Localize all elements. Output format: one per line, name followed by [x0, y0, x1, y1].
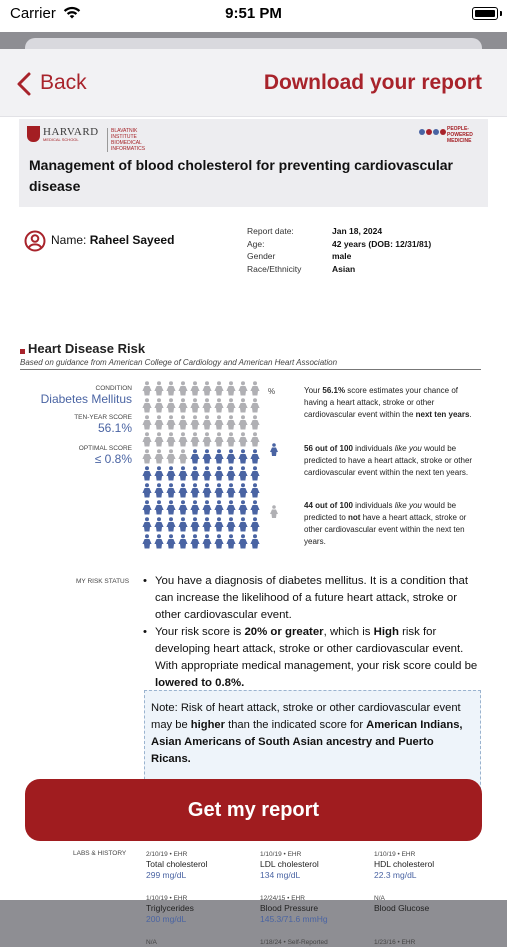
person-affected-icon: [238, 449, 247, 463]
list-item: • You have a diagnosis of diabetes mellitus. It is a condition that can increase the likelihood of a future heart attack, stroke or other cardiovascular event.: [143, 573, 485, 624]
person-unaffected-icon: [250, 432, 259, 446]
ppm-logo: PEOPLE- POWERED MEDICINE: [419, 125, 481, 143]
person-unaffected-icon: [142, 398, 151, 412]
person-affected-icon: [238, 500, 247, 514]
person-affected-icon: [238, 466, 247, 480]
lab-item: 1/10/19 • EHR Triglycerides 200 mg/dL: [146, 895, 194, 924]
score-explanation: Your 56.1% score estimates your chance of having a heart attack, stroke or other cardiovascular event within the next ten years.: [304, 386, 472, 419]
person-unaffected-icon: [190, 415, 199, 429]
person-affected-icon: [250, 534, 259, 548]
optimal-value: ≤ 0.8%: [94, 452, 132, 466]
person-affected-icon: [226, 449, 235, 463]
section-bullet: [20, 349, 25, 354]
person-affected-icon: [269, 443, 279, 456]
meta-value: Jan 18, 2024: [332, 226, 383, 236]
report-header: [19, 119, 488, 207]
person-affected-icon: [142, 483, 151, 497]
person-affected-icon: [214, 483, 223, 497]
person-unaffected-icon: [178, 398, 187, 412]
person-unaffected-icon: [202, 398, 211, 412]
condition-block: [22, 385, 132, 406]
section-subtitle: Based on guidance from American College of Cardiology and American Heart Association: [20, 358, 338, 367]
person-unaffected-icon: [154, 432, 163, 446]
person-affected-icon: [154, 466, 163, 480]
condition-label: CONDITION: [95, 385, 132, 392]
person-affected-icon: [190, 517, 199, 531]
lab-item: N/A Blood Glucose: [374, 895, 430, 913]
person-unaffected-icon: [202, 415, 211, 429]
person-affected-icon: [178, 500, 187, 514]
person-affected-icon: [238, 517, 247, 531]
person-affected-icon: [250, 517, 259, 531]
person-affected-icon: [154, 500, 163, 514]
person-affected-icon: [190, 534, 199, 548]
person-affected-icon: [250, 500, 259, 514]
person-unaffected-icon: [269, 505, 279, 518]
risk-status-list: [143, 573, 485, 692]
person-affected-icon: [166, 534, 175, 548]
user-icon: [24, 230, 46, 252]
person-affected-icon: [190, 483, 199, 497]
meta-value: male: [332, 251, 352, 261]
list-item: • Your risk score is 20% or greater, which is High risk for developing heart attack, stroke or other cardiovascular event. With appropriate medical management, your risk score could be lowered to 0.8%.: [143, 624, 485, 692]
carrier-label: Carrier: [10, 5, 56, 22]
person-unaffected-icon: [214, 432, 223, 446]
person-unaffected-icon: [190, 398, 199, 412]
lab-item: 12/24/15 • EHR Blood Pressure 145.3/71.6 mmHg: [260, 895, 328, 924]
harvard-name: HARVARD: [43, 126, 99, 138]
lab-item: 1/23/16 • EHR: [374, 939, 416, 946]
report-content: [0, 117, 507, 946]
labs-history-label: LABS & HISTORY: [73, 850, 127, 857]
condition-value: Diabetes Mellitus: [40, 392, 132, 406]
affected-explanation: 56 out of 100 individuals like you would be predicted to have a heart attack, stroke or other cardiovascular event within the next ten years.: [304, 444, 473, 477]
dbmi-label: BLAVATNIK INSTITUTE BIOMEDICAL INFORMATICS: [107, 128, 157, 152]
person-unaffected-icon: [142, 381, 151, 395]
person-unaffected-icon: [166, 381, 175, 395]
person-affected-icon: [142, 534, 151, 548]
risk-status-label: MY RISK STATUS: [76, 578, 130, 585]
person-unaffected-icon: [178, 449, 187, 463]
unaffected-explanation: 44 out of 100 individuals like you would be predicted to not have a heart attack, stroke or other cardiovascular event within the next ten years.: [304, 501, 467, 546]
person-affected-icon: [190, 449, 199, 463]
person-affected-icon: [214, 466, 223, 480]
person-affected-icon: [250, 466, 259, 480]
report-meta-values: [332, 225, 431, 275]
person-unaffected-icon: [166, 398, 175, 412]
person-affected-icon: [190, 500, 199, 514]
person-unaffected-icon: [238, 381, 247, 395]
report-title: Management of blood cholesterol for preventing cardiovascular disease: [29, 157, 453, 194]
person-affected-icon: [166, 500, 175, 514]
lab-item: N/A: [146, 939, 157, 946]
person-unaffected-icon: [190, 432, 199, 446]
lab-item: 2/10/19 • EHR Total cholesterol 299 mg/dL: [146, 851, 208, 880]
person-unaffected-icon: [250, 415, 259, 429]
risk-pictogram: [141, 380, 261, 550]
meta-label: Gender: [247, 251, 276, 261]
person-affected-icon: [178, 534, 187, 548]
person-unaffected-icon: [202, 381, 211, 395]
meta-label: Age:: [247, 238, 265, 249]
person-unaffected-icon: [142, 415, 151, 429]
meta-value: 42 years (DOB: 12/31/81): [332, 238, 432, 249]
report-sheet: [0, 49, 507, 946]
harvard-sub: MEDICAL SCHOOL: [43, 137, 79, 142]
back-button[interactable]: Back: [40, 71, 87, 94]
person-affected-icon: [226, 517, 235, 531]
person-unaffected-icon: [178, 432, 187, 446]
person-affected-icon: [178, 483, 187, 497]
optimal-label: OPTIMAL SCORE: [78, 445, 132, 452]
person-unaffected-icon: [202, 432, 211, 446]
person-affected-icon: [226, 483, 235, 497]
person-unaffected-icon: [238, 398, 247, 412]
person-unaffected-icon: [154, 415, 163, 429]
person-affected-icon: [214, 449, 223, 463]
person-affected-icon: [154, 534, 163, 548]
person-unaffected-icon: [166, 449, 175, 463]
person-affected-icon: [142, 517, 151, 531]
nav-bar: [0, 49, 507, 117]
meta-value: Asian: [332, 263, 356, 274]
person-affected-icon: [154, 517, 163, 531]
person-affected-icon: [178, 517, 187, 531]
patient-name: Name: Raheel Sayeed: [51, 233, 175, 247]
section-title: Heart Disease Risk: [28, 341, 146, 356]
person-affected-icon: [238, 534, 247, 548]
person-unaffected-icon: [154, 398, 163, 412]
harvard-logo: [27, 125, 157, 152]
status-bar: [0, 0, 507, 32]
percent-sign: %: [268, 387, 276, 396]
person-affected-icon: [202, 483, 211, 497]
person-affected-icon: [142, 500, 151, 514]
person-unaffected-icon: [250, 398, 259, 412]
divider: [20, 369, 481, 370]
battery-icon: [472, 7, 498, 20]
harvard-shield-icon: [27, 126, 40, 142]
person-unaffected-icon: [178, 381, 187, 395]
person-affected-icon: [166, 466, 175, 480]
person-unaffected-icon: [154, 449, 163, 463]
person-unaffected-icon: [166, 415, 175, 429]
person-affected-icon: [154, 483, 163, 497]
person-unaffected-icon: [226, 415, 235, 429]
person-affected-icon: [178, 466, 187, 480]
person-unaffected-icon: [214, 398, 223, 412]
person-affected-icon: [190, 466, 199, 480]
person-affected-icon: [202, 449, 211, 463]
get-report-button[interactable]: Get my report: [25, 779, 482, 841]
person-unaffected-icon: [214, 415, 223, 429]
person-affected-icon: [214, 534, 223, 548]
lab-item: 1/18/24 • Self-Reported: [260, 939, 328, 946]
ten-year-score-block: [22, 414, 132, 435]
person-unaffected-icon: [226, 381, 235, 395]
person-unaffected-icon: [142, 449, 151, 463]
report-meta-labels: [247, 225, 301, 275]
clock: 9:51 PM: [225, 5, 282, 22]
person-affected-icon: [238, 483, 247, 497]
person-unaffected-icon: [178, 415, 187, 429]
lab-item: 1/10/19 • EHR LDL cholesterol 134 mg/dL: [260, 851, 319, 880]
ethnicity-note: Note: Risk of heart attack, stroke or other cardiovascular event may be higher than the indicated score for American Indians, Asian Americans of South Asian ancestry and Puerto Ricans.: [144, 690, 481, 800]
person-unaffected-icon: [214, 381, 223, 395]
person-affected-icon: [142, 466, 151, 480]
person-unaffected-icon: [190, 381, 199, 395]
person-affected-icon: [250, 483, 259, 497]
person-affected-icon: [166, 517, 175, 531]
person-affected-icon: [214, 517, 223, 531]
ten-year-value: 56.1%: [97, 421, 132, 435]
person-affected-icon: [226, 534, 235, 548]
person-unaffected-icon: [226, 432, 235, 446]
person-unaffected-icon: [166, 432, 175, 446]
person-unaffected-icon: [238, 415, 247, 429]
person-affected-icon: [202, 466, 211, 480]
person-affected-icon: [250, 449, 259, 463]
person-unaffected-icon: [142, 432, 151, 446]
person-affected-icon: [202, 534, 211, 548]
ten-year-label: TEN-YEAR SCORE: [74, 414, 132, 421]
optimal-score-block: [22, 445, 132, 466]
person-unaffected-icon: [226, 398, 235, 412]
meta-label: Report date:: [247, 226, 294, 236]
person-affected-icon: [226, 500, 235, 514]
person-unaffected-icon: [250, 381, 259, 395]
lab-item: 1/10/19 • EHR HDL cholesterol 22.3 mg/dL: [374, 851, 435, 880]
person-affected-icon: [202, 517, 211, 531]
chevron-left-icon[interactable]: [14, 71, 36, 97]
person-unaffected-icon: [238, 432, 247, 446]
download-report-button[interactable]: Download your report: [263, 71, 482, 94]
person-affected-icon: [202, 500, 211, 514]
meta-label: Race/Ethnicity: [247, 263, 302, 274]
person-affected-icon: [166, 483, 175, 497]
person-affected-icon: [214, 500, 223, 514]
person-unaffected-icon: [154, 381, 163, 395]
person-affected-icon: [226, 466, 235, 480]
